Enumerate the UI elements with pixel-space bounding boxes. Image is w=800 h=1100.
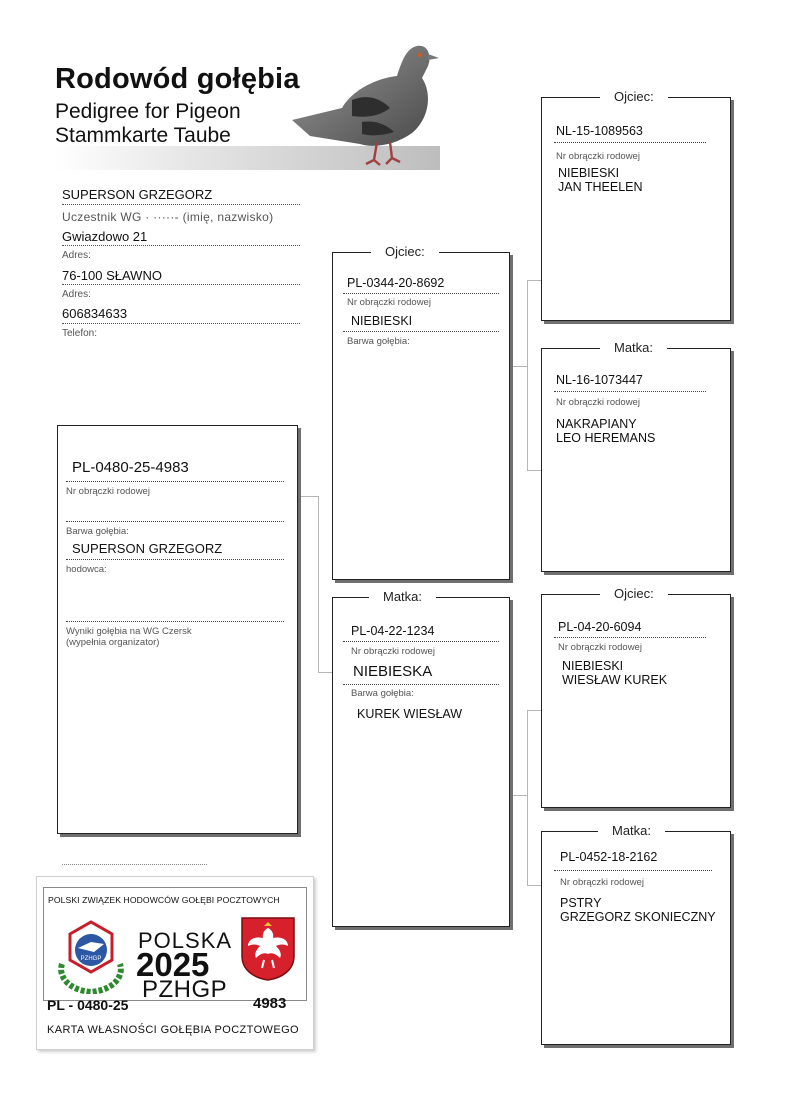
- connector: [318, 496, 319, 672]
- dotted-line: [66, 559, 284, 560]
- dam-color: NIEBIESKA: [353, 663, 433, 680]
- dam-sire-box: [541, 586, 731, 808]
- card-footer: KARTA WŁASNOŚCI GOŁĘBIA POCZTOWEGO: [47, 1024, 299, 1036]
- connector: [298, 496, 318, 497]
- card-country: POLSKA: [138, 928, 233, 953]
- sire-dam-info: NAKRAPIANY LEO HEREMANS: [556, 417, 656, 445]
- dotted-line: [554, 637, 706, 638]
- owner-address-2: 76-100 SŁAWNO: [62, 268, 162, 283]
- signature-line: [62, 864, 207, 865]
- connector: [318, 672, 332, 673]
- polish-eagle-emblem: [240, 916, 296, 982]
- sire-dam-ring-label: Nr obrączki rodowej: [556, 397, 640, 408]
- pigeon-illustration: [282, 38, 452, 168]
- dam-dam-info: PSTRY GRZEGORZ SKONIECZNY: [560, 896, 716, 924]
- dotted-line: [66, 521, 284, 522]
- subject-results-label: Wyniki gołębia na WG Czersk (wypełnia organizator): [66, 626, 192, 648]
- connector: [527, 710, 528, 885]
- sire-ring-number: PL-0344-20-8692: [347, 276, 445, 290]
- sire-title: Ojciec:: [371, 244, 439, 259]
- dam-title: Matka:: [369, 589, 436, 604]
- emblem-label: PZHGP: [80, 956, 102, 962]
- dam-dam-ring-number: PL-0452-18-2162: [560, 850, 658, 864]
- dotted-line: [343, 641, 499, 642]
- dam-dam-title: Matka:: [598, 823, 665, 838]
- dam-ring-number: PL-04-22-1234: [351, 624, 435, 638]
- card-association: PZHGP: [142, 976, 228, 1003]
- sire-sire-ring-number: NL-15-1089563: [556, 124, 643, 138]
- owner-phone-label: Telefon:: [62, 328, 98, 339]
- subject-ring-label: Nr obrączki rodowej: [66, 486, 150, 497]
- dam-ring-label: Nr obrączki rodowej: [351, 646, 435, 657]
- connector: [527, 280, 528, 470]
- owner-address-1-label: Adres:: [62, 250, 91, 261]
- ownership-card-frame: [43, 887, 307, 1001]
- dam-sire-info: NIEBIESKI WIESŁAW KUREK: [562, 659, 668, 687]
- owner-address-2-line: [62, 284, 300, 285]
- dotted-line: [554, 870, 712, 871]
- sire-dam-title: Matka:: [600, 340, 667, 355]
- ownership-card: [36, 876, 314, 1050]
- connector: [527, 470, 541, 471]
- owner-address-1: Gwiazdowo 21: [62, 229, 148, 244]
- owner-phone-line: [62, 323, 300, 324]
- dam-dam-box: [541, 823, 731, 1045]
- owner-address-2-label: Adres:: [62, 289, 91, 300]
- dotted-line: [554, 391, 706, 392]
- title-english: Pedigree for Pigeon: [55, 100, 241, 123]
- dotted-line: [343, 684, 499, 685]
- connector: [527, 710, 541, 711]
- subject-color-label: Barwa gołębia:: [66, 526, 129, 537]
- sire-color: NIEBIESKI: [351, 314, 413, 328]
- connector: [527, 885, 541, 886]
- connector: [510, 366, 528, 367]
- sire-sire-info: NIEBIESKI JAN THEELEN: [558, 166, 643, 194]
- connector: [510, 795, 528, 796]
- owner-name-label: Uczestnik WG · ·····- (imię, nazwisko): [62, 210, 274, 224]
- dam-color-label: Barwa gołębia:: [351, 688, 414, 699]
- sire-color-label: Barwa gołębia:: [347, 336, 410, 347]
- card-ring-number: 4983: [253, 995, 287, 1012]
- card-year: 2025: [136, 946, 210, 983]
- sire-sire-box: [541, 89, 731, 321]
- sire-dam-box: [541, 340, 731, 572]
- dotted-line: [343, 293, 499, 294]
- subject-pigeon-box: [57, 425, 298, 834]
- dam-sire-title: Ojciec:: [600, 586, 668, 601]
- owner-name-line: [62, 204, 300, 205]
- subject-breeder-label: hodowca:: [66, 564, 107, 575]
- dam-breeder: KUREK WIESŁAW: [357, 707, 463, 721]
- title-german: Stammkarte Taube: [55, 124, 231, 147]
- owner-address-1-line: [62, 245, 300, 246]
- subject-ring-number: PL-0480-25-4983: [72, 459, 189, 476]
- dotted-line: [66, 621, 284, 622]
- dotted-line: [66, 481, 284, 482]
- connector: [527, 280, 541, 281]
- dotted-line: [554, 142, 706, 143]
- title-polish: Rodowód gołębia: [55, 63, 300, 95]
- owner-phone: 606834633: [62, 306, 128, 321]
- subject-breeder: SUPERSON GRZEGORZ: [72, 541, 223, 556]
- card-organization: POLSKI ZWIĄZEK HODOWCÓW GOŁĘBI POCZTOWYCH: [48, 895, 280, 905]
- dam-box: [332, 589, 510, 927]
- sire-box: [332, 244, 510, 580]
- dam-dam-ring-label: Nr obrączki rodowej: [560, 877, 644, 888]
- sire-ring-label: Nr obrączki rodowej: [347, 297, 431, 308]
- dotted-line: [343, 331, 499, 332]
- card-ring-prefix: PL - 0480-25: [47, 997, 129, 1013]
- sire-sire-ring-label: Nr obrączki rodowej: [556, 151, 640, 162]
- pzhgp-emblem: [52, 914, 130, 994]
- dam-sire-ring-label: Nr obrączki rodowej: [558, 642, 642, 653]
- sire-dam-ring-number: NL-16-1073447: [556, 373, 643, 387]
- dam-sire-ring-number: PL-04-20-6094: [558, 620, 642, 634]
- sire-sire-title: Ojciec:: [600, 89, 668, 104]
- owner-name: SUPERSON GRZEGORZ: [62, 187, 213, 202]
